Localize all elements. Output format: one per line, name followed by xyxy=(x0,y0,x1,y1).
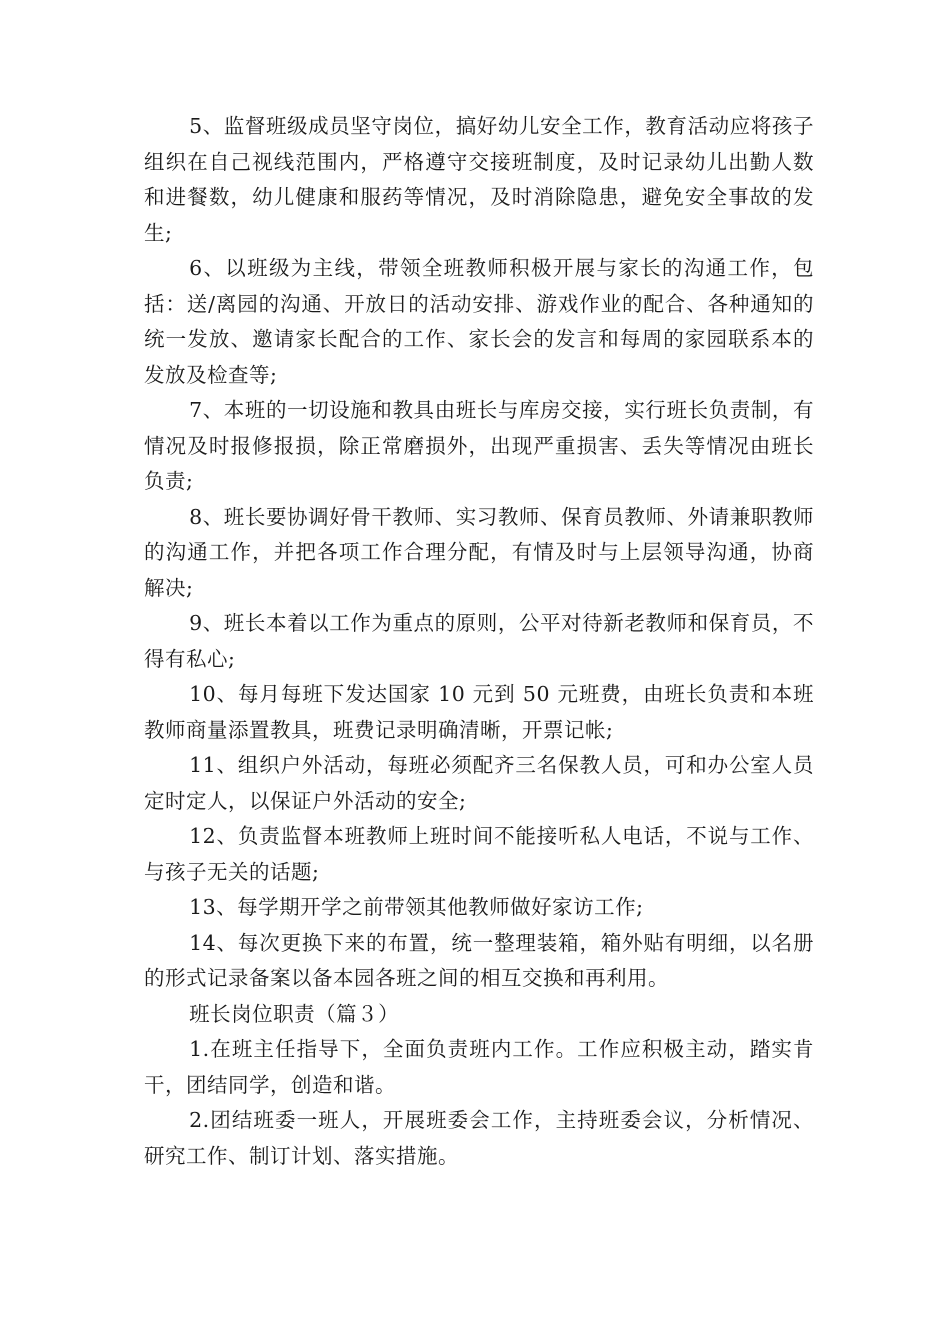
paragraph-item-12: 12、负责监督本班教师上班时间不能接听私人电话，不说与工作、与孩子无关的话题; xyxy=(144,824,814,884)
paragraph-item-13: 13、每学期开学之前带领其他教师做好家访工作; xyxy=(189,895,644,919)
paragraph-item-6: 6、以班级为主线，带领全班教师积极开展与家长的沟通工作，包括：送/离园的沟通、开放日的活动安排、游戏作业的配合、各种通知的统一发放、邀请家长配合的工作、家长会的发言和每周的家园联系本的发放及检查等; xyxy=(144,256,814,387)
paragraph-item-2: 2.团结班委一班人，开展班委会工作，主持班委会议，分析情况、研究工作、制订计划、落实措施。 xyxy=(144,1108,814,1168)
paragraph-item-7: 7、本班的一切设施和教具由班长与库房交接，实行班长负责制，有情况及时报修报损，除正常磨损外，出现严重损害、丢失等情况由班长负责; xyxy=(144,398,814,493)
paragraph-item-9: 9、班长本着以工作为重点的原则，公平对待新老教师和保育员，不得有私心; xyxy=(144,611,814,671)
paragraph-item-8: 8、班长要协调好骨干教师、实习教师、保育员教师、外请兼职教师的沟通工作，并把各项工作合理分配，有情及时与上层领导沟通，协商解决; xyxy=(144,504,814,600)
document-body xyxy=(144,109,814,1174)
section-heading: 班长岗位职责（篇３） xyxy=(189,1001,400,1026)
paragraph-item-5: 5、监督班级成员坚守岗位，搞好幼儿安全工作，教育活动应将孩子组织在自己视线范围内，严格遵守交接班制度，及时记录幼儿出勤人数和进餐数，幼儿健康和服药等情况，及时消除隐患，避免安全事故的发生; xyxy=(144,114,814,245)
paragraph-item-10: 10、每月每班下发达国家 10 元到 50 元班费，由班长负责和本班教师商量添置教具，班费记录明确清晰，开票记帐; xyxy=(144,682,814,742)
paragraph-item-11: 11、组织户外活动，每班必须配齐三名保教人员，可和办公室人员定时定人，以保证户外活动的安全; xyxy=(144,753,814,813)
paragraph-item-14: 14、每次更换下来的布置，统一整理装箱，箱外贴有明细，以名册的形式记录备案以备本园各班之间的相互交换和再利用。 xyxy=(144,930,814,990)
paragraph-item-1: 1.在班主任指导下，全面负责班内工作。工作应积极主动，踏实肯干，团结同学，创造和谐。 xyxy=(144,1037,814,1097)
